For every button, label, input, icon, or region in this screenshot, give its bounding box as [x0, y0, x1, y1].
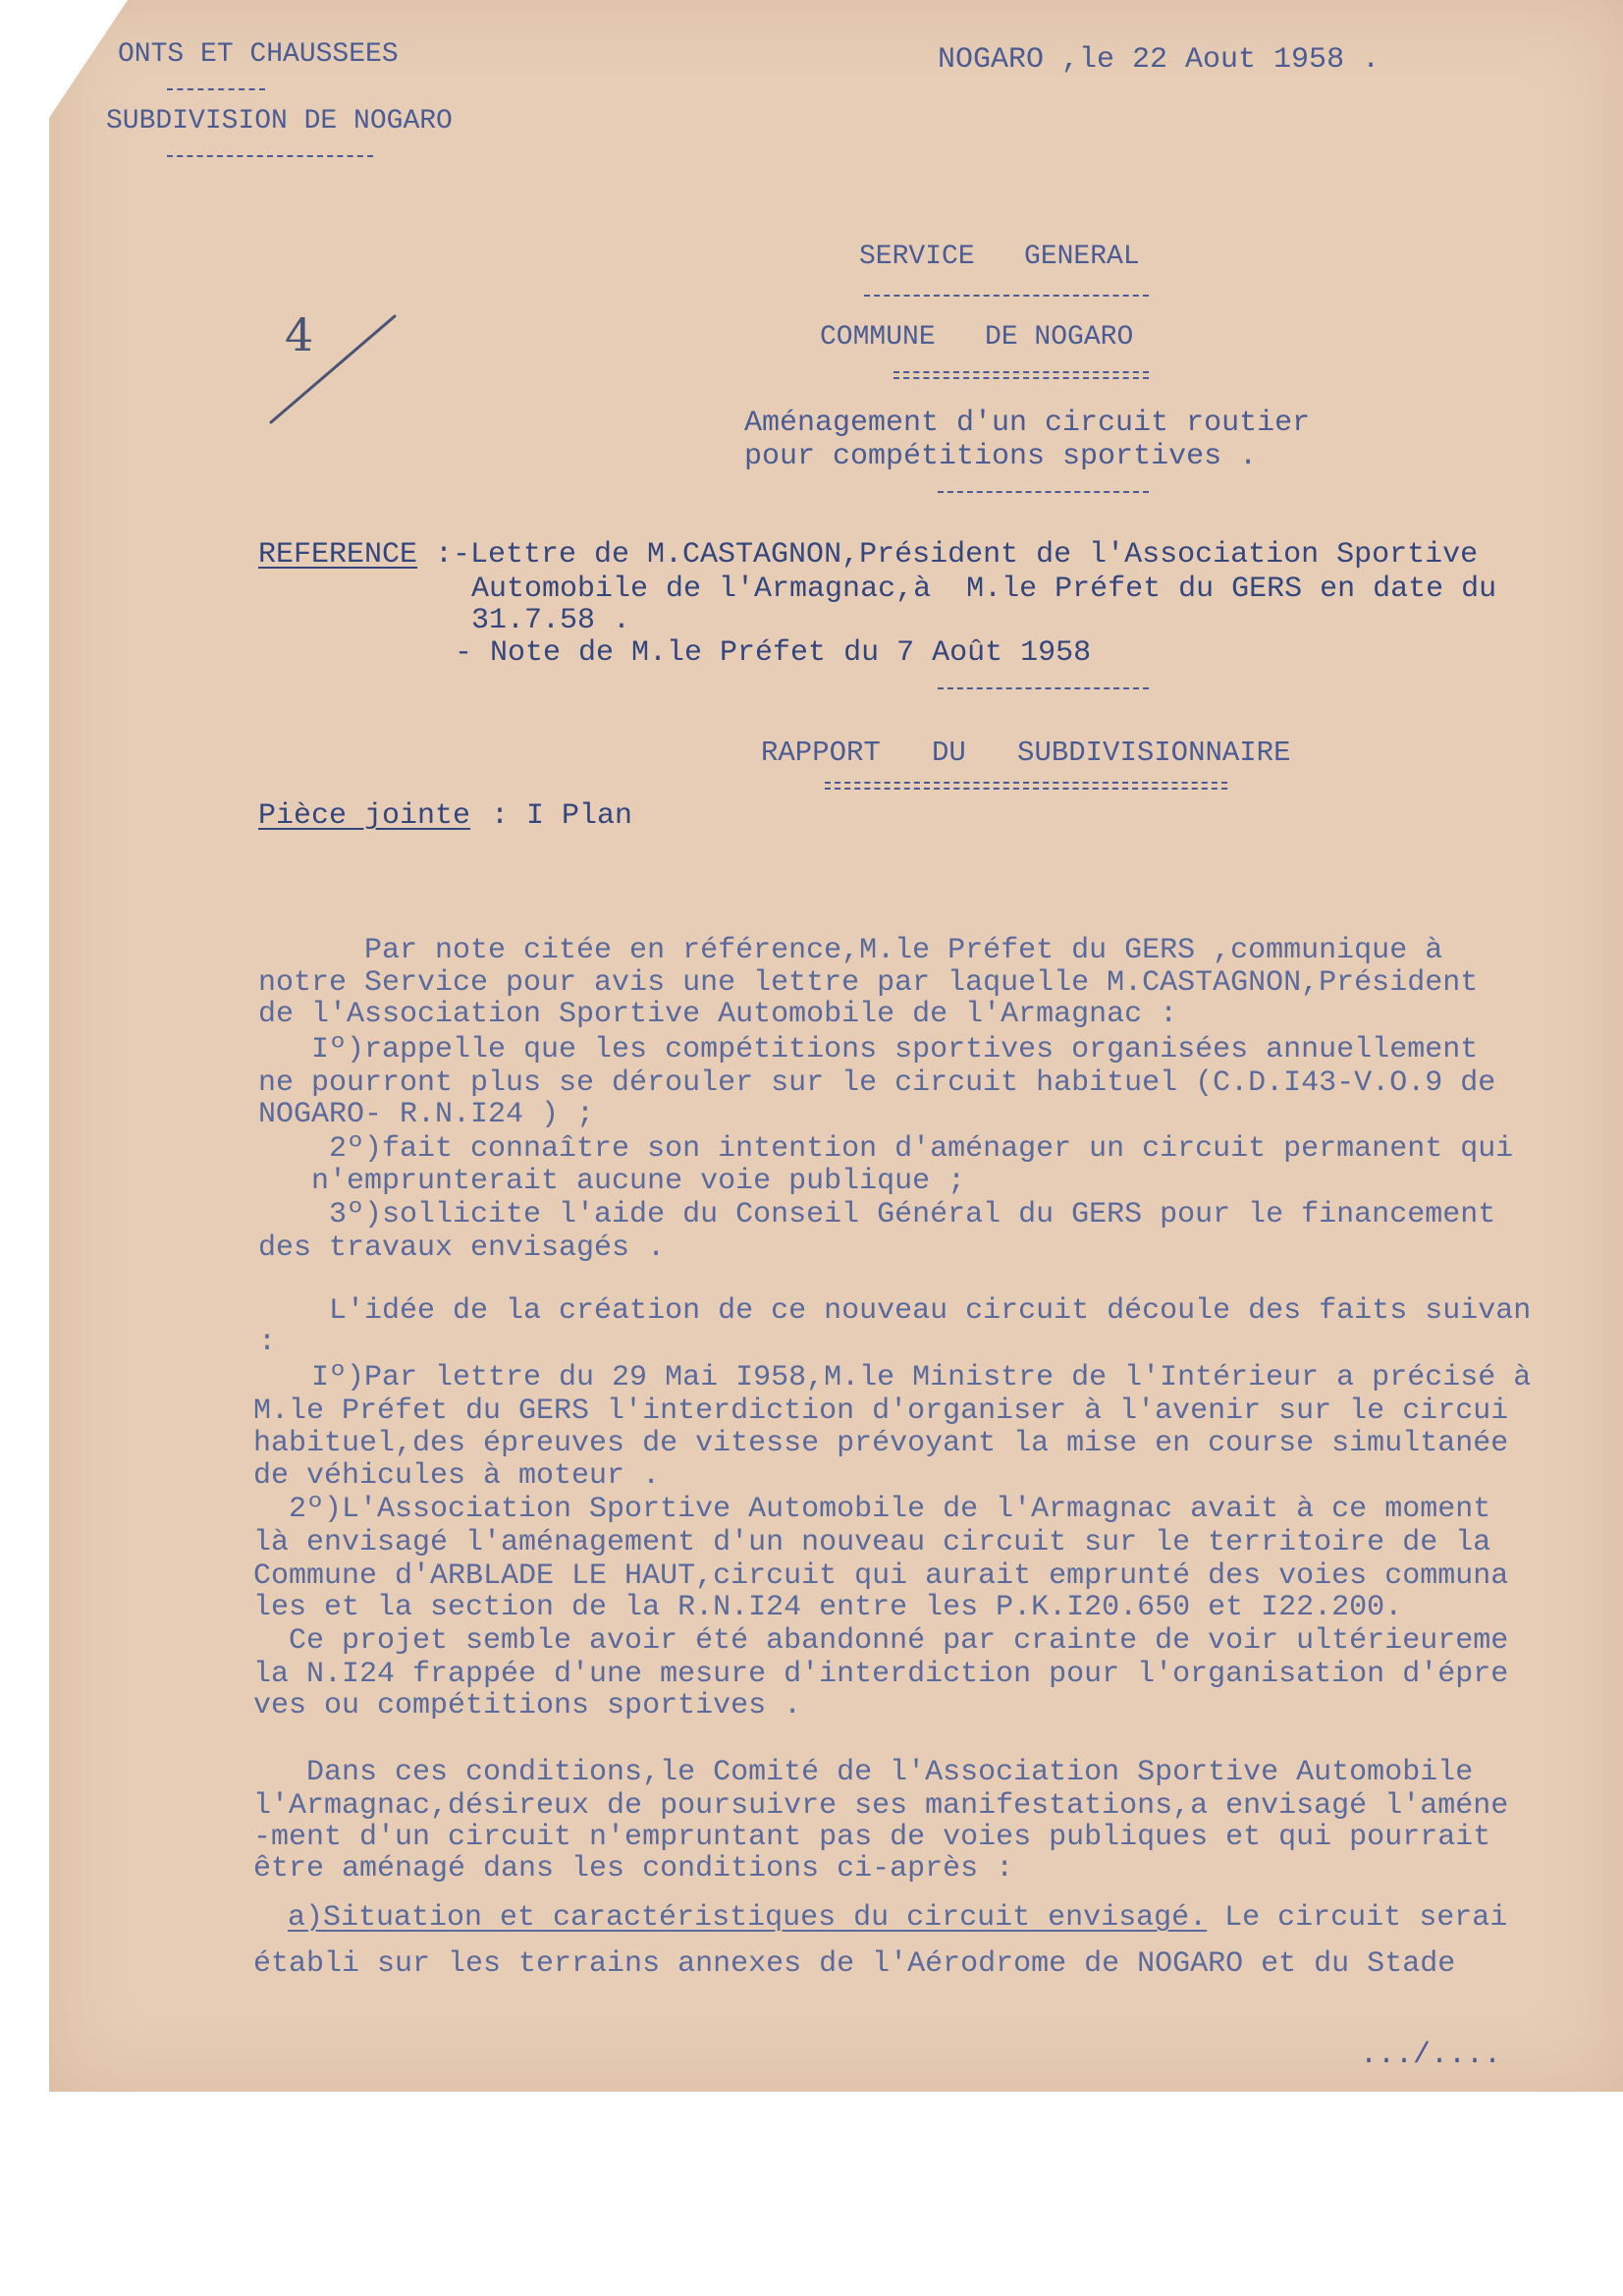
body-line: Iº)Par lettre du 29 Mai I958,M.le Ministre de l'Intérieur a précisé à: [258, 1361, 1532, 1394]
section-a-heading-tail: Le circuit serai: [1207, 1901, 1508, 1935]
body-line: 2º)L'Association Sportive Automobile de l'Armagnac avait à ce moment: [253, 1493, 1491, 1526]
body-line: ves ou compétitions sportives .: [253, 1689, 802, 1722]
office-name-line2: SUBDIVISION DE NOGARO: [106, 106, 453, 137]
reference-line-2: Automobile de l'Armagnac,à M.le Préfet du GERS en date du: [471, 573, 1497, 606]
reference-line-1: :-Lettre de M.CASTAGNON,Président de l'Association Sportive: [435, 538, 1479, 572]
body-line: NOGARO- R.N.I24 ) ;: [258, 1098, 595, 1131]
office-divider-1: [167, 88, 265, 90]
handwritten-mark: 4: [285, 308, 314, 361]
body-line: 3º)sollicite l'aide du Conseil Général du GERS pour le financement: [258, 1198, 1496, 1231]
section-a-line-2: établi sur les terrains annexes de l'Aérodrome de NOGARO et du Stade: [253, 1947, 1456, 1981]
commune-divider: [893, 371, 1149, 379]
body-line: les et la section de la R.N.I24 entre les P.K.I20.650 et I22.200.: [253, 1591, 1403, 1624]
office-divider-2: [167, 155, 373, 157]
body-line: notre Service pour avis une lettre par laquelle M.CASTAGNON,Président: [258, 966, 1479, 1000]
body-line: de véhicules à moteur .: [253, 1459, 661, 1493]
body-line: être aménagé dans les conditions ci-après :: [253, 1852, 1014, 1886]
subject-line-1: Aménagement d'un circuit routier: [744, 407, 1311, 440]
body-line: n'emprunterait aucune voie publique ;: [258, 1165, 966, 1198]
handwritten-slash: [265, 308, 403, 430]
section-a-heading-text: a)Situation et caractéristiques du circuit envisagé.: [288, 1901, 1208, 1935]
subject-line-2: pour compétitions sportives .: [744, 440, 1258, 473]
body-line: -ment d'un circuit n'empruntant pas de voies publiques et qui pourrait: [253, 1821, 1491, 1854]
reference-label: REFERENCE: [258, 538, 418, 572]
reference-divider: [938, 687, 1149, 689]
body-line: de l'Association Sportive Automobile de l'Armagnac :: [258, 998, 1178, 1031]
body-line: la N.I24 frappée d'une mesure d'interdiction pour l'organisation d'épre: [253, 1658, 1509, 1691]
attachment-label: Pièce jointe: [258, 799, 471, 833]
report-title: RAPPORT DU SUBDIVISIONNAIRE: [761, 737, 1291, 769]
service-divider: [864, 295, 1149, 297]
body-line: Iº)rappelle que les compétitions sportives organisées annuellement: [258, 1033, 1479, 1066]
body-line: :: [258, 1326, 277, 1359]
body-line: Commune d'ARBLADE LE HAUT,circuit qui aurait emprunté des voies communa: [253, 1559, 1509, 1593]
body-line: Ce projet semble avoir été abandonné par crainte de voir ultérieureme: [253, 1624, 1509, 1658]
office-name-line1: ONTS ET CHAUSSEES: [118, 39, 399, 70]
reference-line-4: - Note de M.le Préfet du 7 Août 1958: [455, 636, 1092, 670]
body-line: M.le Préfet du GERS l'interdiction d'organiser à l'avenir sur le circui: [253, 1394, 1509, 1428]
continuation-mark: .../....: [1360, 2039, 1502, 2072]
body-line: Par note citée en référence,M.le Préfet du GERS ,communique à: [258, 934, 1443, 967]
body-line: Dans ces conditions,le Comité de l'Association Sportive Automobile: [253, 1756, 1474, 1789]
place-date: NOGARO ,le 22 Aout 1958 .: [938, 43, 1380, 77]
body-line: des travaux envisagés .: [258, 1231, 666, 1265]
reference-line-3: 31.7.58 .: [471, 604, 631, 637]
body-line: L'idée de la création de ce nouveau circuit découle des faits suivan: [258, 1294, 1532, 1328]
report-title-divider: [825, 782, 1227, 790]
body-line: là envisagé l'aménagement d'un nouveau circuit sur le territoire de la: [253, 1526, 1491, 1559]
subject-divider: [938, 491, 1149, 493]
attachment-value: : I Plan: [491, 799, 633, 833]
service-title: SERVICE GENERAL: [859, 242, 1140, 272]
body-line: habituel,des épreuves de vitesse prévoyant la mise en course simultanée: [253, 1427, 1509, 1460]
body-line: ne pourront plus se dérouler sur le circuit habituel (C.D.I43-V.O.9 de: [258, 1066, 1496, 1100]
commune-title: COMMUNE DE NOGARO: [820, 322, 1134, 353]
body-line: l'Armagnac,désireux de poursuivre ses manifestations,a envisagé l'améne: [253, 1789, 1509, 1823]
section-a-heading: [288, 1903, 1507, 1933]
body-line: 2º)fait connaître son intention d'aménager un circuit permanent qui: [258, 1132, 1514, 1166]
